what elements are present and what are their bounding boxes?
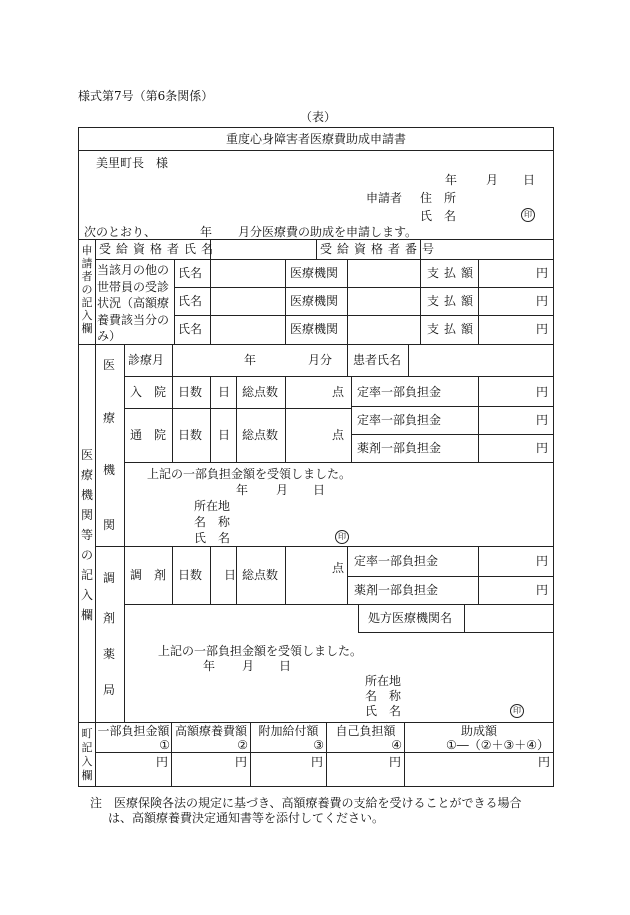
dispensing-point-unit: 点	[332, 561, 345, 575]
pharmacy-org-name-label: 名 称	[365, 689, 402, 703]
copay-fixed-label: 定率一部負担金	[357, 385, 442, 399]
pharmacy-received-year: 年	[203, 659, 216, 673]
additional-benefit-num: ③	[313, 738, 324, 752]
dispensing-label: 調 剤	[130, 568, 167, 582]
medical-label-1: 医	[103, 358, 116, 372]
copay-fixed-yen-1: 円	[536, 385, 549, 399]
statement-year: 年	[200, 225, 213, 239]
outpatient-days-label: 日数	[178, 428, 203, 442]
institution-side-label: 医療機関等の記入欄	[80, 448, 93, 622]
household-institution-label-1: 医療機関	[290, 266, 339, 280]
application-year: 年	[445, 173, 458, 187]
subsidy-yen: 円	[538, 755, 551, 769]
copay-fixed-label-2: 定率一部負担金	[357, 413, 442, 427]
institution-seal-icon: 印	[335, 530, 349, 544]
statement-end: 月分医療費の助成を申請します。	[238, 225, 418, 239]
outpatient-point-unit: 点	[332, 428, 345, 442]
outpatient-label: 通 院	[130, 428, 167, 442]
dispensing-points-label: 総点数	[242, 568, 279, 582]
form-title: 重度心身障害者医療費助成申請書	[225, 132, 406, 146]
pharmacy-received-month: 月	[242, 659, 255, 673]
institution-location-label: 所在地	[194, 499, 231, 513]
institution-received-month: 月	[276, 483, 289, 497]
copay-amount-yen: 円	[156, 755, 169, 769]
recipient-name-label: 受給資格者氏名	[99, 242, 219, 256]
household-payment-label-3: 支払額	[427, 322, 479, 336]
high-cost-num: ②	[237, 738, 248, 752]
inpatient-days-label: 日数	[178, 385, 203, 399]
copay-amount-num: ①	[159, 738, 170, 752]
self-pay-num: ④	[391, 738, 402, 752]
pharmacy-label-1: 調	[103, 571, 116, 585]
inpatient-point-unit: 点	[332, 385, 345, 399]
pharmacy-label-4: 局	[103, 683, 116, 697]
subsidy-amount-label: 助成額	[460, 724, 497, 738]
recipient-number-label: 受給資格者番号	[320, 242, 440, 256]
address-label: 住 所	[420, 191, 457, 205]
medical-label-3: 機	[103, 463, 116, 477]
household-payment-label-1: 支払額	[427, 266, 479, 280]
prescribing-institution-label: 処方医療機関名	[368, 611, 453, 625]
outpatient-day-unit: 日	[218, 428, 231, 442]
institution-org-name-label: 名 称	[194, 515, 231, 529]
pharmacy-copay-drug-yen: 円	[536, 583, 549, 597]
pharmacy-location-label: 所在地	[365, 674, 402, 688]
household-yen-3: 円	[536, 322, 549, 336]
pharmacy-copay-fixed-label: 定率一部負担金	[354, 554, 439, 568]
consult-month-label: 診療月	[128, 353, 165, 367]
self-pay-label: 自己負担額	[335, 724, 396, 738]
addressee: 美里町長 様	[96, 156, 169, 170]
copay-drug-yen: 円	[536, 441, 549, 455]
consult-year-label: 年	[244, 353, 257, 367]
applicant-label: 申請者	[366, 191, 403, 205]
consult-month-part-label: 月分	[308, 353, 333, 367]
pharmacy-label-2: 剤	[103, 611, 116, 625]
high-cost-label: 高額療養費額	[174, 724, 247, 738]
household-name-label-1: 氏名	[178, 266, 203, 280]
household-institution-label-2: 医療機関	[290, 294, 339, 308]
pharmacy-received-day: 日	[279, 659, 292, 673]
name-label: 氏 名	[420, 209, 457, 223]
inpatient-label: 入 院	[130, 385, 167, 399]
medical-label-2: 療	[103, 411, 116, 425]
household-yen-2: 円	[536, 294, 549, 308]
town-side-label: 町記入欄	[81, 727, 93, 782]
note-line-1: 注 医療保険各法の規定に基づき、高額療養費の支給を受けることができる場合	[90, 796, 522, 810]
applicant-side-label: 申請者の記入欄	[81, 244, 93, 335]
institution-received-year: 年	[236, 483, 249, 497]
applicant-seal-icon: 印	[521, 208, 535, 222]
institution-received-day: 日	[313, 483, 326, 497]
pharmacy-received-text: 上記の一部負担金額を受領しました。	[158, 644, 363, 658]
household-name-label-3: 氏名	[178, 322, 203, 336]
pharmacy-copay-fixed-yen: 円	[536, 554, 549, 568]
patient-name-label: 患者氏名	[353, 353, 402, 367]
institution-received-text: 上記の一部負担金額を受領しました。	[147, 467, 352, 481]
form-number: 様式第7号（第6条関係）	[78, 89, 214, 103]
subsidy-formula: ①―（②＋③＋④）	[445, 738, 549, 752]
side-label: （表）	[300, 110, 337, 124]
high-cost-yen: 円	[235, 755, 248, 769]
inpatient-points-label: 総点数	[242, 385, 279, 399]
self-pay-yen: 円	[389, 755, 402, 769]
household-name-label-2: 氏名	[178, 294, 203, 308]
dispensing-days-label: 日数	[178, 568, 203, 582]
household-yen-1: 円	[536, 266, 549, 280]
copay-amount-label: 一部負担金額	[97, 724, 170, 738]
inpatient-day-unit: 日	[218, 385, 231, 399]
pharmacy-seal-icon: 印	[510, 704, 524, 718]
application-day: 日	[523, 173, 536, 187]
dispensing-day-unit: 日	[224, 568, 237, 582]
pharmacy-label-3: 薬	[103, 647, 116, 661]
additional-benefit-yen: 円	[311, 755, 324, 769]
medical-label-4: 関	[103, 518, 116, 532]
household-institution-label-3: 医療機関	[290, 322, 339, 336]
application-month: 月	[486, 173, 499, 187]
copay-drug-label: 薬剤一部負担金	[357, 441, 442, 455]
note-line-2: は、高額療養費決定通知書等を添付してください。	[108, 811, 385, 825]
additional-benefit-label: 附加給付額	[258, 724, 319, 738]
pharmacy-person-name-label: 氏 名	[365, 704, 402, 718]
outpatient-points-label: 総点数	[242, 428, 279, 442]
household-note: 当該月の他の 世帯員の受診 状況（高額療 養費該当分の み）	[97, 263, 170, 343]
institution-person-name-label: 氏 名	[194, 531, 231, 545]
copay-fixed-yen-2: 円	[536, 413, 549, 427]
pharmacy-copay-drug-label: 薬剤一部負担金	[354, 583, 439, 597]
statement-start: 次のとおり、	[84, 225, 157, 239]
household-payment-label-2: 支払額	[427, 294, 479, 308]
